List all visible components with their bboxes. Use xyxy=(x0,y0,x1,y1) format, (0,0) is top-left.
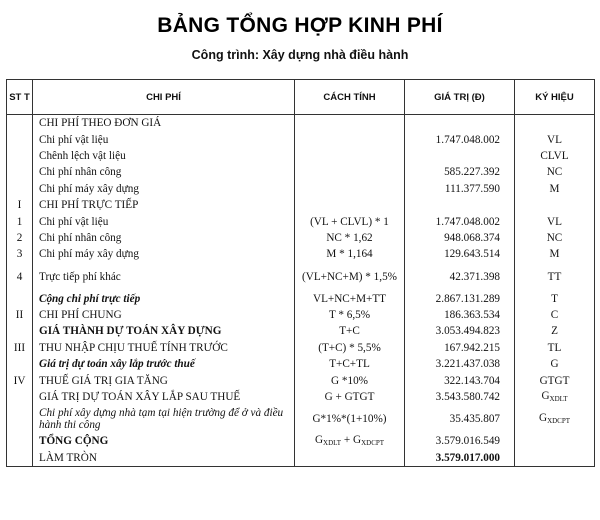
row-name: Chi phí nhân công xyxy=(33,164,295,180)
row-symbol: TT xyxy=(515,263,595,291)
row-value xyxy=(405,197,515,213)
method-operator: + xyxy=(341,433,353,446)
row-value: 948.068.374 xyxy=(405,230,515,246)
table-row xyxy=(7,263,595,291)
row-method: (T+C) * 5,5% xyxy=(295,340,405,356)
row-stt: I xyxy=(7,197,33,213)
symbol-main: G xyxy=(538,411,548,424)
method-term-b-subscript: XDCPT xyxy=(361,438,385,447)
row-name: Cộng chi phí trực tiếp xyxy=(33,291,295,307)
row-stt xyxy=(7,291,33,307)
symbol-main: G xyxy=(541,389,550,402)
row-name: Chênh lệch vật liệu xyxy=(33,148,295,164)
method-term-a: G xyxy=(314,433,324,446)
row-stt: 4 xyxy=(7,263,33,291)
row-symbol: NC xyxy=(515,230,595,246)
row-value: 1.747.048.002 xyxy=(405,131,515,147)
row-value: 585.227.392 xyxy=(405,164,515,180)
row-name: CHI PHÍ THEO ĐƠN GIÁ xyxy=(33,115,295,132)
row-value: 3.579.017.000 xyxy=(405,450,515,467)
row-symbol: T xyxy=(515,291,595,307)
symbol-subscript: XDCPT xyxy=(547,416,571,425)
row-stt xyxy=(7,115,33,132)
table-row xyxy=(7,181,595,197)
row-stt: 2 xyxy=(7,230,33,246)
row-method: (VL + CLVL) * 1 xyxy=(295,213,405,229)
cost-summary-table xyxy=(6,79,595,467)
row-symbol: NC xyxy=(515,164,595,180)
row-name: Chi phí xây dựng nhà tạm tại hiện trường để ở và điều hành thi công xyxy=(33,405,295,433)
row-symbol xyxy=(515,405,595,433)
row-stt xyxy=(7,148,33,164)
row-value: 3.221.437.038 xyxy=(405,356,515,372)
row-stt xyxy=(7,450,33,467)
row-value: 35.435.807 xyxy=(405,405,515,433)
table-row xyxy=(7,307,595,323)
table-row xyxy=(7,389,595,405)
row-method: T+C xyxy=(295,323,405,339)
row-method: VL+NC+M+TT xyxy=(295,291,405,307)
row-value: 111.377.590 xyxy=(405,181,515,197)
row-stt xyxy=(7,164,33,180)
row-value: 167.942.215 xyxy=(405,340,515,356)
table-header-row xyxy=(7,80,595,115)
row-method xyxy=(295,131,405,147)
table-row xyxy=(7,340,595,356)
row-stt: 3 xyxy=(7,246,33,262)
row-symbol: C xyxy=(515,307,595,323)
table-row xyxy=(7,246,595,262)
row-name: Trực tiếp phí khác xyxy=(33,263,295,291)
row-name: Chi phí nhân công xyxy=(33,230,295,246)
table-row xyxy=(7,291,595,307)
row-value: 1.747.048.002 xyxy=(405,213,515,229)
table-row xyxy=(7,213,595,229)
document-title: BẢNG TỔNG HỢP KINH PHÍ xyxy=(157,14,443,37)
row-value: 322.143.704 xyxy=(405,372,515,388)
header-cost: CHI PHÍ xyxy=(33,80,295,115)
row-name: THU NHẬP CHỊU THUẾ TÍNH TRƯỚC xyxy=(33,340,295,356)
row-symbol: M xyxy=(515,181,595,197)
row-method: (VL+NC+M) * 1,5% xyxy=(295,263,405,291)
row-method: NC * 1,62 xyxy=(295,230,405,246)
row-stt: III xyxy=(7,340,33,356)
table-row xyxy=(7,323,595,339)
method-term-a-subscript: XDLT xyxy=(323,438,342,447)
row-name: Chi phí vật liệu xyxy=(33,131,295,147)
row-value: 186.363.534 xyxy=(405,307,515,323)
row-method: G + GTGT xyxy=(295,389,405,405)
row-name: Chi phí máy xây dựng xyxy=(33,181,295,197)
header-stt: ST T xyxy=(7,80,33,115)
row-stt: II xyxy=(7,307,33,323)
row-name: GIÁ TRỊ DỰ TOÁN XÂY LẮP SAU THUẾ xyxy=(33,389,295,405)
table-row xyxy=(7,197,595,213)
row-method xyxy=(295,115,405,132)
document-subtitle: Công trình: Xây dựng nhà điều hành xyxy=(191,48,409,62)
symbol-subscript: XDLT xyxy=(549,394,568,403)
row-method: T * 6,5% xyxy=(295,307,405,323)
row-method: M * 1,164 xyxy=(295,246,405,262)
row-stt xyxy=(7,131,33,147)
row-method xyxy=(295,181,405,197)
row-method: G*1%*(1+10%) xyxy=(295,405,405,433)
table-row xyxy=(7,372,595,388)
row-name: GIÁ THÀNH DỰ TOÁN XÂY DỰNG xyxy=(33,323,295,339)
header-value: GIÁ TRỊ (Đ) xyxy=(405,80,515,115)
row-method xyxy=(295,164,405,180)
row-symbol: VL xyxy=(515,131,595,147)
row-method xyxy=(295,433,405,449)
table-row xyxy=(7,450,595,467)
row-symbol: CLVL xyxy=(515,148,595,164)
row-name: TỔNG CỘNG xyxy=(33,433,295,449)
row-method: G *10% xyxy=(295,372,405,388)
table-row xyxy=(7,115,595,132)
row-value: 2.867.131.289 xyxy=(405,291,515,307)
row-symbol xyxy=(515,450,595,467)
table-row xyxy=(7,148,595,164)
row-name: CHI PHÍ TRỰC TIẾP xyxy=(33,197,295,213)
header-method: CÁCH TÍNH xyxy=(295,80,405,115)
row-symbol: M xyxy=(515,246,595,262)
row-name: CHI PHÍ CHUNG xyxy=(33,307,295,323)
row-name: Chi phí máy xây dựng xyxy=(33,246,295,262)
row-method xyxy=(295,450,405,467)
row-name: Giá trị dự toán xây lắp trước thuế xyxy=(33,356,295,372)
row-stt xyxy=(7,323,33,339)
row-value xyxy=(405,148,515,164)
row-name: Chi phí vật liệu xyxy=(33,213,295,229)
row-symbol: TL xyxy=(515,340,595,356)
row-method xyxy=(295,197,405,213)
row-stt: IV xyxy=(7,372,33,388)
table-row xyxy=(7,405,595,433)
row-value: 3.053.494.823 xyxy=(405,323,515,339)
row-value: 129.643.514 xyxy=(405,246,515,262)
row-name: THUẾ GIÁ TRỊ GIA TĂNG xyxy=(33,372,295,388)
table-row xyxy=(7,356,595,372)
row-method xyxy=(295,148,405,164)
row-symbol xyxy=(515,433,595,449)
row-value: 3.579.016.549 xyxy=(405,433,515,449)
table-row xyxy=(7,131,595,147)
row-symbol xyxy=(515,115,595,132)
table-row xyxy=(7,164,595,180)
table-row xyxy=(7,433,595,449)
row-stt xyxy=(7,181,33,197)
header-symbol: KÝ HIỆU xyxy=(515,80,595,115)
row-symbol: GTGT xyxy=(515,372,595,388)
row-symbol: Z xyxy=(515,323,595,339)
row-stt xyxy=(7,389,33,405)
row-name: LÀM TRÒN xyxy=(33,450,295,467)
row-method: T+C+TL xyxy=(295,356,405,372)
row-stt xyxy=(7,356,33,372)
row-value: 3.543.580.742 xyxy=(405,389,515,405)
row-value: 42.371.398 xyxy=(405,263,515,291)
table-row xyxy=(7,230,595,246)
row-symbol: VL xyxy=(515,213,595,229)
row-stt: 1 xyxy=(7,213,33,229)
row-value xyxy=(405,115,515,132)
method-term-b: G xyxy=(352,433,362,446)
row-stt xyxy=(7,433,33,449)
row-symbol: G xyxy=(515,356,595,372)
row-symbol xyxy=(515,389,595,405)
row-symbol xyxy=(515,197,595,213)
row-stt xyxy=(7,405,33,433)
